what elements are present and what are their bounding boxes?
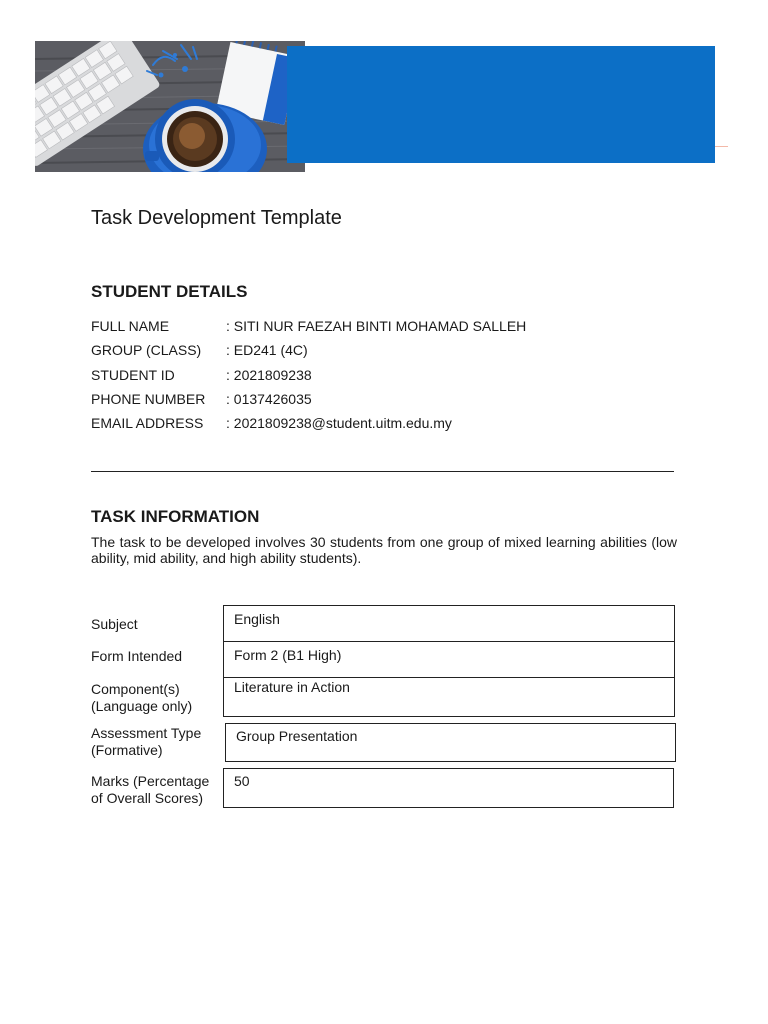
task-information-heading: TASK INFORMATION — [91, 507, 260, 526]
detail-label: GROUP (CLASS) — [91, 342, 202, 358]
detail-value: : 2021809238 — [226, 367, 312, 383]
detail-value: : 2021809238@student.uitm.edu.my — [226, 415, 452, 431]
field-label-assessment-type: Assessment Type (Formative) — [91, 725, 202, 758]
desk-coffee-photo-icon — [35, 41, 305, 172]
components-field[interactable]: Literature in Action — [223, 677, 675, 717]
subject-field[interactable]: English — [223, 605, 675, 642]
task-description: The task to be developed involves 30 students from one group of mixed learning abilities (low ability, mid ability, and high ability students). — [91, 534, 677, 566]
field-label-components: Component(s) (Language only) — [91, 681, 193, 714]
detail-value: : 0137426035 — [226, 391, 312, 407]
field-label-form-intended: Form Intended — [91, 648, 183, 664]
detail-label: PHONE NUMBER — [91, 391, 206, 407]
banner-accent-line — [715, 146, 728, 147]
detail-label: STUDENT ID — [91, 367, 175, 383]
form-intended-field[interactable]: Form 2 (B1 High) — [223, 641, 675, 678]
section-divider — [91, 471, 674, 472]
field-label-marks: Marks (Percentage of Overall Scores) — [91, 773, 210, 806]
banner-blue-panel — [287, 46, 715, 163]
student-details-heading: STUDENT DETAILS — [91, 282, 248, 301]
assessment-type-field[interactable]: Group Presentation — [225, 723, 676, 762]
detail-label: EMAIL ADDRESS — [91, 415, 204, 431]
detail-value: : ED241 (4C) — [226, 342, 308, 358]
marks-field[interactable]: 50 — [223, 768, 674, 808]
detail-value: : SITI NUR FAEZAH BINTI MOHAMAD SALLEH — [226, 318, 527, 334]
detail-label: FULL NAME — [91, 318, 170, 334]
field-label-subject: Subject — [91, 616, 138, 632]
document-title: Task Development Template — [91, 207, 342, 229]
banner-photo — [35, 41, 305, 172]
